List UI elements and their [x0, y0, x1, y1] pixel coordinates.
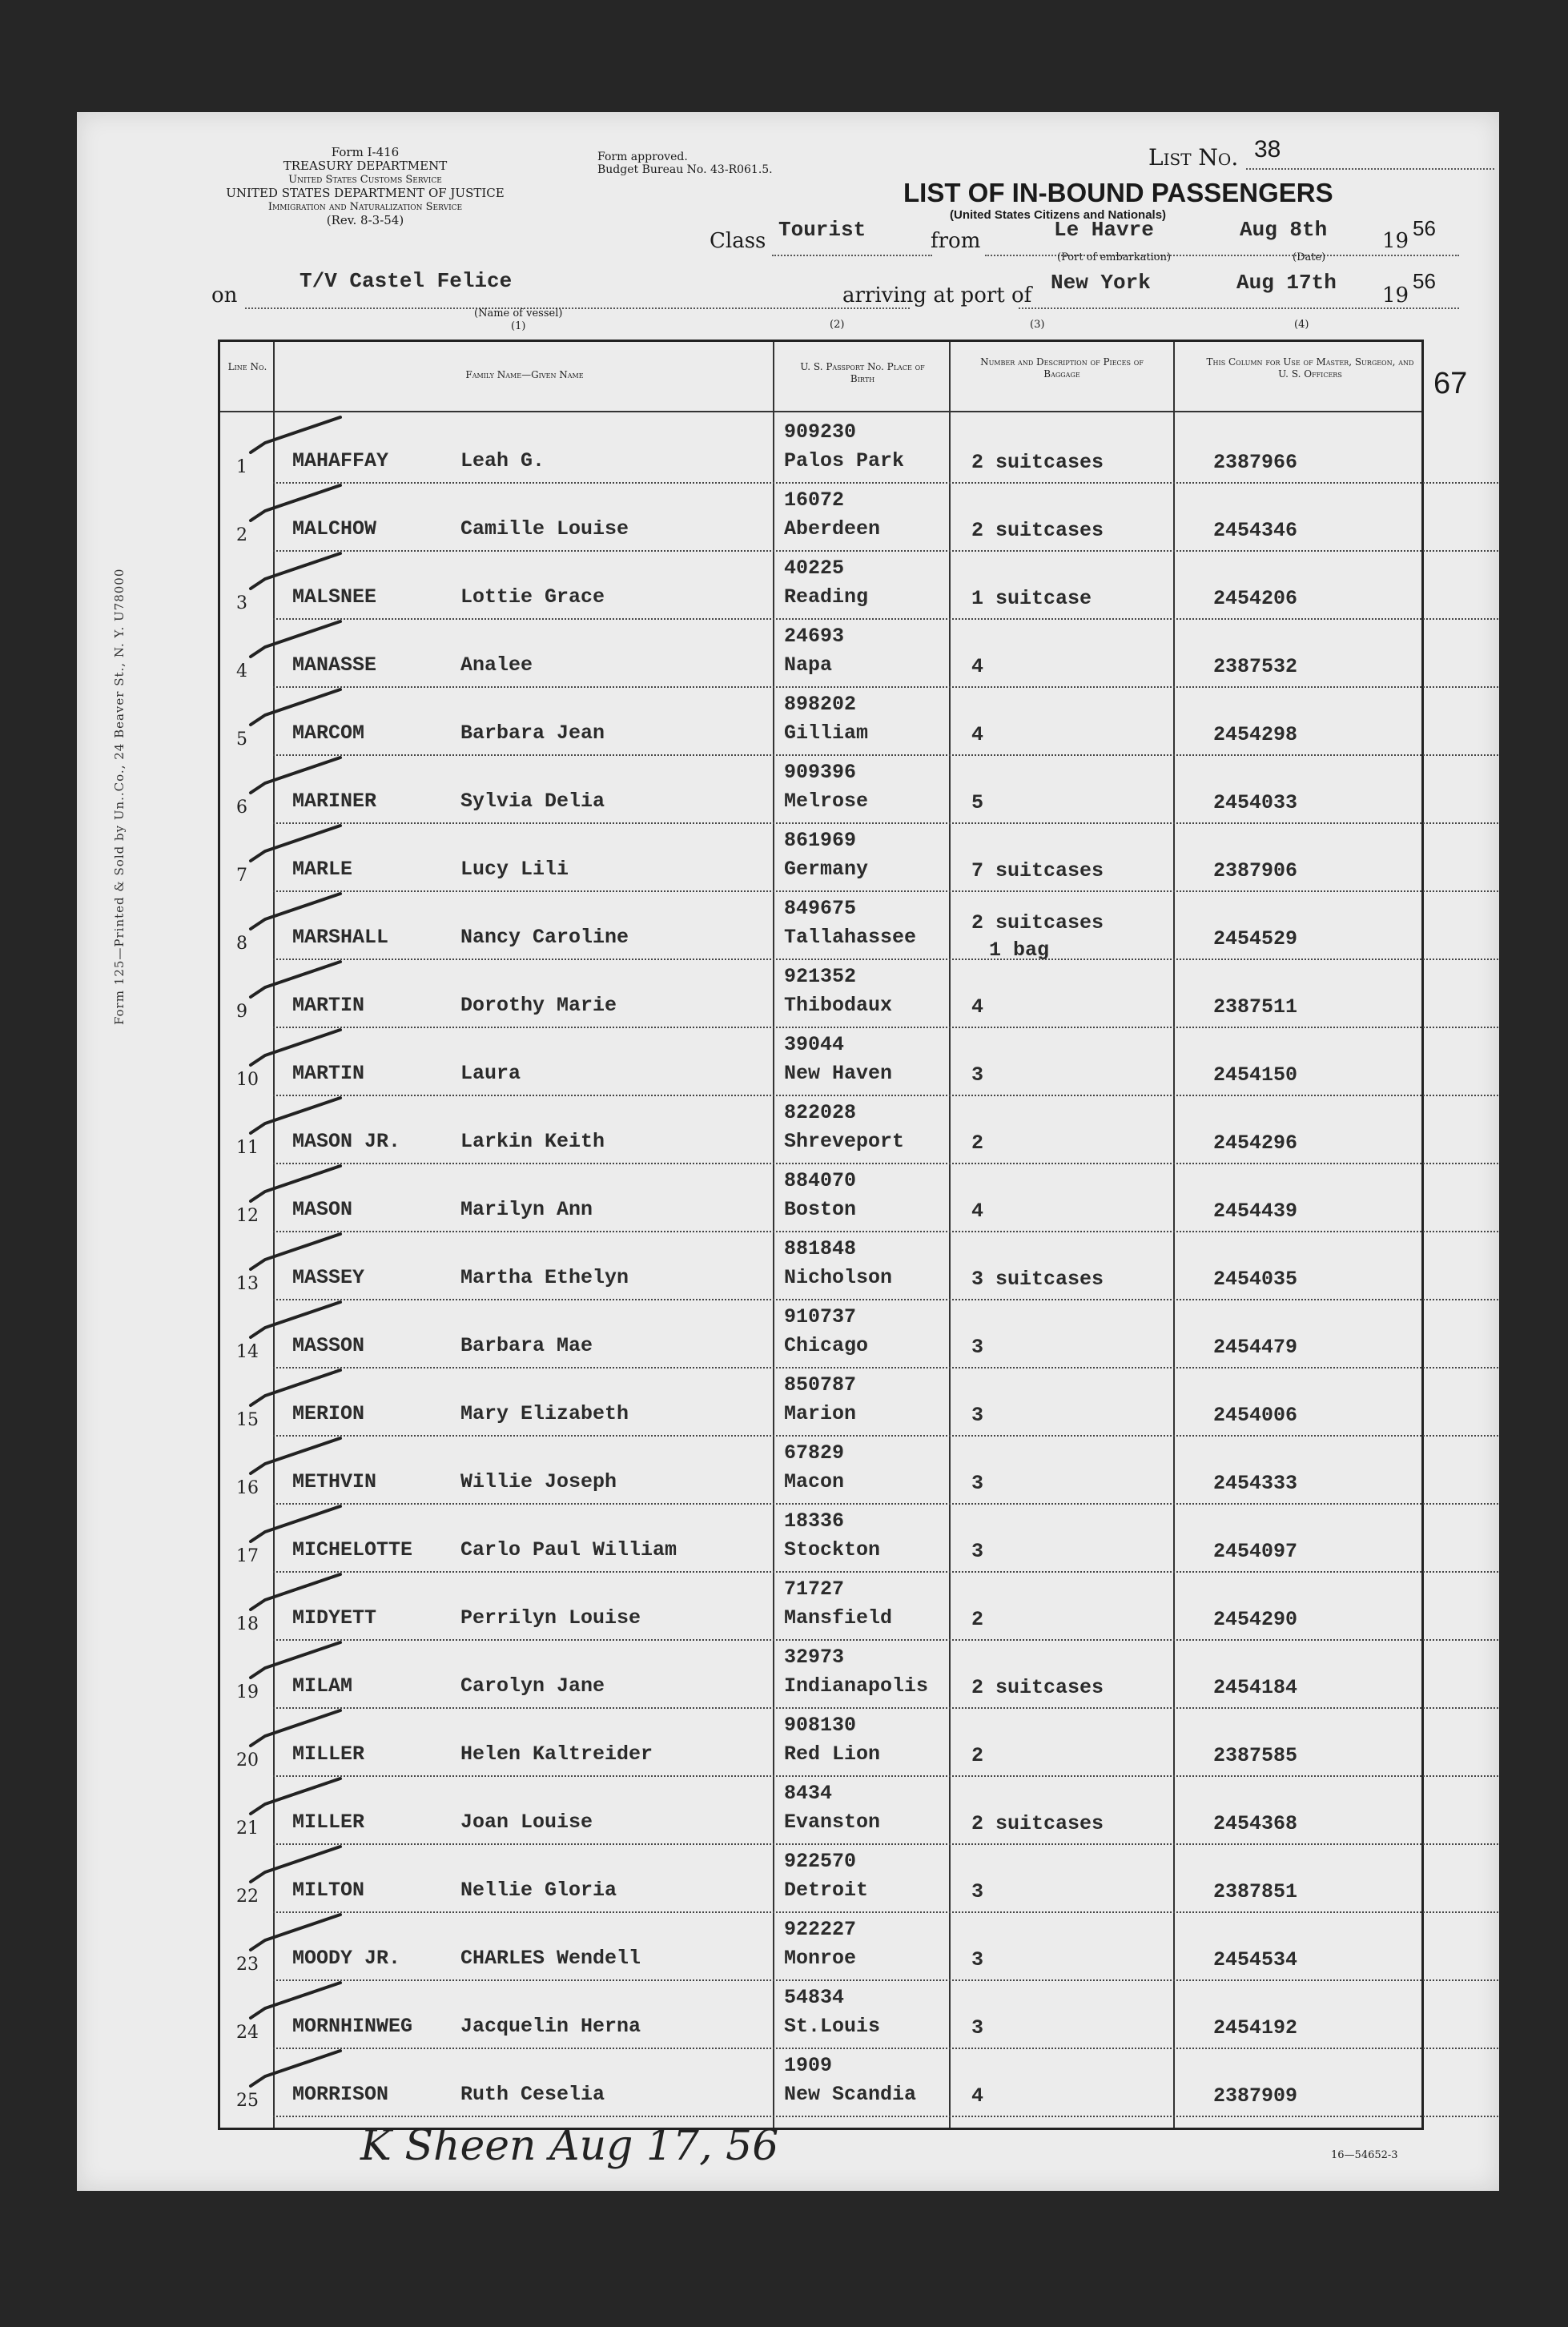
family-name: MILLER: [292, 1742, 365, 1766]
given-name: Lucy Lili: [460, 858, 569, 881]
baggage: 2 suitcases: [971, 911, 1104, 934]
baggage: 2 suitcases: [971, 1812, 1104, 1835]
family-name: MALSNEE: [292, 585, 377, 609]
date-caption: (Date): [1293, 251, 1326, 263]
passport-number: 922570: [784, 1850, 857, 1873]
line-number: 4: [236, 661, 247, 681]
inspector-signature: K Sheen Aug 17, 56: [360, 2122, 779, 2170]
passport-number: 67829: [784, 1441, 845, 1465]
table-row: [220, 960, 1498, 1028]
line-number: 7: [236, 866, 247, 886]
family-name: MARLE: [292, 858, 353, 881]
baggage: 4: [971, 2084, 984, 2108]
customs-label: United States Customs Service: [288, 174, 442, 186]
col-header-passport: U. S. Passport No. Place of Birth: [800, 361, 925, 384]
line-number: 6: [236, 798, 247, 818]
given-name: Perrilyn Louise: [460, 1606, 641, 1630]
passport-number: 861969: [784, 829, 857, 852]
footer-code: 16—54652-3: [1331, 2149, 1398, 2161]
officer-code: 2454006: [1213, 1404, 1298, 1427]
table-row: [220, 1096, 1498, 1164]
passport-number: 921352: [784, 965, 857, 988]
family-name: MARSHALL: [292, 926, 389, 949]
treasury-label: TREASURY DEPARTMENT: [283, 159, 448, 173]
family-name: MARCOM: [292, 721, 365, 745]
family-name: MARINER: [292, 790, 377, 813]
place-of-birth: Tallahassee: [784, 926, 917, 949]
place-of-birth: Melrose: [784, 790, 869, 813]
budget-bureau: Budget Bureau No. 43-R061.5.: [597, 163, 773, 176]
place-of-birth: Germany: [784, 858, 869, 881]
passport-number: 822028: [784, 1101, 857, 1124]
passport-number: 16072: [784, 488, 845, 512]
line-number: 1: [236, 457, 247, 477]
line-number: 25: [236, 2091, 259, 2111]
list-number-label: List No.: [1148, 144, 1239, 171]
line-number: 12: [236, 1206, 259, 1226]
vessel-name: T/V Castel Felice: [300, 269, 513, 293]
given-name: Laura: [460, 1062, 521, 1085]
passport-number: 884070: [784, 1169, 857, 1192]
line-number: 9: [236, 1002, 247, 1022]
given-name: Martha Ethelyn: [460, 1266, 629, 1289]
class-value: Tourist: [778, 218, 866, 242]
line-number: 15: [236, 1410, 259, 1430]
printer-imprint: Form 125—Printed & Sold by Un..Co., 24 Beaver St., N. Y. U78000: [112, 568, 127, 1025]
table-row: [220, 1164, 1498, 1232]
table-row: [220, 756, 1498, 824]
table-row: [220, 1232, 1498, 1300]
table-row: [220, 1505, 1498, 1573]
given-name: Ruth Ceselia: [460, 2083, 605, 2106]
baggage: 3: [971, 2016, 984, 2040]
passport-number: 71727: [784, 1577, 845, 1601]
baggage: 3 suitcases: [971, 1268, 1104, 1291]
officer-code: 2454368: [1213, 1812, 1298, 1835]
place-of-birth: Reading: [784, 585, 869, 609]
line-number: 21: [236, 1819, 259, 1839]
table-row: [220, 552, 1498, 620]
given-name: Sylvia Delia: [460, 790, 605, 813]
place-of-birth: Evanston: [784, 1811, 881, 1834]
family-name: METHVIN: [292, 1470, 377, 1493]
ins-label: Immigration and Naturalization Service: [267, 201, 463, 213]
family-name: MARTIN: [292, 994, 365, 1017]
embarkation-date: Aug 8th: [1240, 218, 1328, 242]
given-name: Joan Louise: [460, 1811, 593, 1834]
place-of-birth: Monroe: [784, 1947, 857, 1970]
port-caption: (Port of embarkation): [1057, 251, 1172, 263]
passport-number: 850787: [784, 1373, 857, 1397]
page-number: 67: [1433, 367, 1468, 400]
line-number: 5: [236, 729, 247, 750]
line-number: 19: [236, 1682, 259, 1702]
given-name: Leah G.: [460, 449, 545, 472]
family-name: MORRISON: [292, 2083, 389, 2106]
page-subtitle: (United States Citizens and Nationals): [950, 208, 1167, 222]
given-name: Carolyn Jane: [460, 1674, 605, 1698]
on-label: on: [211, 283, 238, 307]
officer-code: 2387532: [1213, 655, 1298, 678]
given-name: Nancy Caroline: [460, 926, 629, 949]
arrival-port: New York: [1051, 271, 1151, 295]
col-header-line: Line No.: [227, 361, 267, 372]
table-row: [220, 1845, 1498, 1913]
given-name: Barbara Mae: [460, 1334, 593, 1357]
form-approved: Form approved.: [597, 151, 688, 163]
given-name: CHARLES Wendell: [460, 1947, 641, 1970]
place-of-birth: Chicago: [784, 1334, 869, 1357]
place-of-birth: Indianapolis: [784, 1674, 929, 1698]
officer-code: 2454035: [1213, 1268, 1298, 1291]
page-title: LIST OF IN-BOUND PASSENGERS: [903, 178, 1333, 207]
officer-code: 2454192: [1213, 2016, 1298, 2040]
officer-code: 2387909: [1213, 2084, 1298, 2108]
table-row: [220, 2049, 1498, 2117]
table-row: [220, 1981, 1498, 2049]
officer-code: 2454534: [1213, 1948, 1298, 1971]
given-name: Marilyn Ann: [460, 1198, 593, 1221]
port-of-embarkation: Le Havre: [1054, 218, 1154, 242]
officer-code: 2454184: [1213, 1676, 1298, 1699]
table-row: [220, 1641, 1498, 1709]
baggage: 2 suitcases: [971, 519, 1104, 542]
given-name: Lottie Grace: [460, 585, 605, 609]
table-row: [220, 1028, 1498, 1096]
line-number: 2: [236, 525, 247, 545]
officer-code: 2454346: [1213, 519, 1298, 542]
line-number: 13: [236, 1274, 259, 1294]
given-name: Analee: [460, 653, 533, 677]
baggage: 3: [971, 1880, 984, 1903]
officer-code: 2387585: [1213, 1744, 1298, 1767]
place-of-birth: St.Louis: [784, 2015, 881, 2038]
officer-code: 2454206: [1213, 587, 1298, 610]
passport-number: 849675: [784, 897, 857, 920]
baggage: 4: [971, 723, 984, 746]
officer-code: 2387511: [1213, 995, 1298, 1019]
place-of-birth: Nicholson: [784, 1266, 893, 1289]
officer-code: 2454529: [1213, 927, 1298, 950]
place-of-birth: Red Lion: [784, 1742, 881, 1766]
baggage: 3: [971, 1063, 984, 1087]
officer-code: 2454479: [1213, 1336, 1298, 1359]
family-name: MARTIN: [292, 1062, 365, 1085]
line-number: 17: [236, 1546, 259, 1566]
passport-number: 39044: [784, 1033, 845, 1056]
caption-3: (3): [1030, 319, 1045, 331]
family-name: MORNHINWEG: [292, 2015, 413, 2038]
family-name: MASON: [292, 1198, 353, 1221]
officer-code: 2454150: [1213, 1063, 1298, 1087]
line-number: 3: [236, 593, 247, 613]
caption-2: (2): [830, 319, 845, 331]
passenger-table: [218, 340, 1424, 2130]
baggage: 1 suitcase: [971, 587, 1092, 610]
baggage: 3: [971, 1948, 984, 1971]
officer-code: 2387966: [1213, 451, 1298, 474]
year-prefix-1: 19: [1382, 229, 1409, 253]
baggage: 7 suitcases: [971, 859, 1104, 882]
list-number: 38: [1254, 136, 1281, 163]
baggage: 4: [971, 1200, 984, 1223]
table-row: [220, 1913, 1498, 1981]
year-2: 56: [1413, 269, 1436, 293]
table-row: [220, 1300, 1498, 1368]
officer-code: 2454296: [1213, 1131, 1298, 1155]
place-of-birth: Palos Park: [784, 449, 905, 472]
place-of-birth: Gilliam: [784, 721, 869, 745]
caption-4: (4): [1294, 319, 1309, 331]
baggage: 3: [971, 1540, 984, 1563]
arriving-label: arriving at port of: [842, 283, 1032, 307]
manifest-page: [77, 112, 1499, 2191]
arrival-date: Aug 17th: [1236, 271, 1337, 295]
given-name: Dorothy Marie: [460, 994, 617, 1017]
line-number: 10: [236, 1070, 259, 1090]
officer-code: 2454290: [1213, 1608, 1298, 1631]
passport-number: 910737: [784, 1305, 857, 1328]
place-of-birth: New Haven: [784, 1062, 893, 1085]
place-of-birth: New Scandia: [784, 2083, 917, 2106]
table-row: [220, 824, 1498, 892]
officer-code: 2454097: [1213, 1540, 1298, 1563]
place-of-birth: Napa: [784, 653, 833, 677]
passport-number: 8434: [784, 1782, 833, 1805]
passport-number: 881848: [784, 1237, 857, 1260]
passport-number: 18336: [784, 1509, 845, 1533]
year-1: 56: [1413, 216, 1436, 240]
family-name: MICHELOTTE: [292, 1538, 413, 1561]
officer-code: 2454333: [1213, 1472, 1298, 1495]
family-name: MOODY JR.: [292, 1947, 401, 1970]
place-of-birth: Thibodaux: [784, 994, 893, 1017]
vessel-caption: (Name of vessel): [474, 307, 563, 320]
passport-number: 909396: [784, 761, 857, 784]
passport-number: 922227: [784, 1918, 857, 1941]
place-of-birth: Shreveport: [784, 1130, 905, 1153]
table-row: [220, 688, 1498, 756]
table-row: [220, 620, 1498, 688]
officer-code: 2387851: [1213, 1880, 1298, 1903]
col-header-baggage: Number and Description of Pieces of Baggage: [980, 356, 1144, 380]
line-number: 14: [236, 1342, 259, 1362]
passport-number: 898202: [784, 693, 857, 716]
place-of-birth: Detroit: [784, 1879, 869, 1902]
family-name: MALCHOW: [292, 517, 377, 541]
given-name: Nellie Gloria: [460, 1879, 617, 1902]
place-of-birth: Stockton: [784, 1538, 881, 1561]
given-name: Camille Louise: [460, 517, 629, 541]
family-name: MASSON: [292, 1334, 365, 1357]
caption-1: (1): [511, 320, 526, 332]
revision-label: (Rev. 8-3-54): [326, 213, 404, 227]
officer-code: 2387906: [1213, 859, 1298, 882]
passport-number: 40225: [784, 557, 845, 580]
baggage: 4: [971, 995, 984, 1019]
line-number: 22: [236, 1887, 259, 1907]
given-name: Carlo Paul William: [460, 1538, 677, 1561]
given-name: Helen Kaltreider: [460, 1742, 653, 1766]
given-name: Mary Elizabeth: [460, 1402, 629, 1425]
line-number: 20: [236, 1750, 259, 1770]
place-of-birth: Marion: [784, 1402, 857, 1425]
family-name: MIDYETT: [292, 1606, 377, 1630]
from-label: from: [931, 229, 981, 253]
justice-label: UNITED STATES DEPARTMENT OF JUSTICE: [226, 186, 505, 200]
family-name: MASON JR.: [292, 1130, 401, 1153]
family-name: MILAM: [292, 1674, 353, 1698]
table-row: [220, 416, 1498, 484]
baggage: 2 suitcases: [971, 1676, 1104, 1699]
line-number: 8: [236, 934, 247, 954]
line-number: 23: [236, 1955, 259, 1975]
baggage-extra: 1 bag: [989, 938, 1050, 962]
place-of-birth: Aberdeen: [784, 517, 881, 541]
place-of-birth: Macon: [784, 1470, 845, 1493]
baggage: 2: [971, 1608, 984, 1631]
baggage: 3: [971, 1472, 984, 1495]
baggage: 2: [971, 1744, 984, 1767]
line-number: 24: [236, 2023, 259, 2043]
place-of-birth: Boston: [784, 1198, 857, 1221]
family-name: MAHAFFAY: [292, 449, 389, 472]
passport-number: 32973: [784, 1646, 845, 1669]
baggage: 4: [971, 655, 984, 678]
passport-number: 1909: [784, 2054, 833, 2077]
family-name: MANASSE: [292, 653, 377, 677]
given-name: Willie Joseph: [460, 1470, 617, 1493]
table-row: [220, 484, 1498, 552]
baggage: 2: [971, 1131, 984, 1155]
line-number: 18: [236, 1614, 259, 1634]
table-row: [220, 892, 1498, 960]
officer-code: 2454033: [1213, 791, 1298, 814]
line-number: 11: [236, 1138, 259, 1158]
passport-number: 24693: [784, 625, 845, 648]
family-name: MILTON: [292, 1879, 365, 1902]
class-label: Class: [710, 229, 766, 253]
form-number: Form I-416: [331, 145, 400, 159]
table-row: [220, 1368, 1498, 1437]
officer-code: 2454439: [1213, 1200, 1298, 1223]
passport-number: 908130: [784, 1714, 857, 1737]
baggage: 2 suitcases: [971, 451, 1104, 474]
family-name: MILLER: [292, 1811, 365, 1834]
family-name: MERION: [292, 1402, 365, 1425]
table-row: [220, 1777, 1498, 1845]
passport-number: 909230: [784, 420, 857, 444]
given-name: Larkin Keith: [460, 1130, 605, 1153]
col-header-name: Family Name—Given Name: [465, 369, 584, 380]
baggage: 3: [971, 1404, 984, 1427]
given-name: Barbara Jean: [460, 721, 605, 745]
baggage: 3: [971, 1336, 984, 1359]
given-name: Jacquelin Herna: [460, 2015, 641, 2038]
family-name: MASSEY: [292, 1266, 365, 1289]
table-row: [220, 1709, 1498, 1777]
place-of-birth: Mansfield: [784, 1606, 893, 1630]
baggage: 5: [971, 791, 984, 814]
officer-code: 2454298: [1213, 723, 1298, 746]
col-header-officers: This Column for Use of Master, Surgeon, and U. S. Officers: [1206, 356, 1414, 380]
year-prefix-2: 19: [1382, 283, 1409, 307]
table-row: [220, 1573, 1498, 1641]
table-row: [220, 1437, 1498, 1505]
passport-number: 54834: [784, 1986, 845, 2009]
line-number: 16: [236, 1478, 259, 1498]
